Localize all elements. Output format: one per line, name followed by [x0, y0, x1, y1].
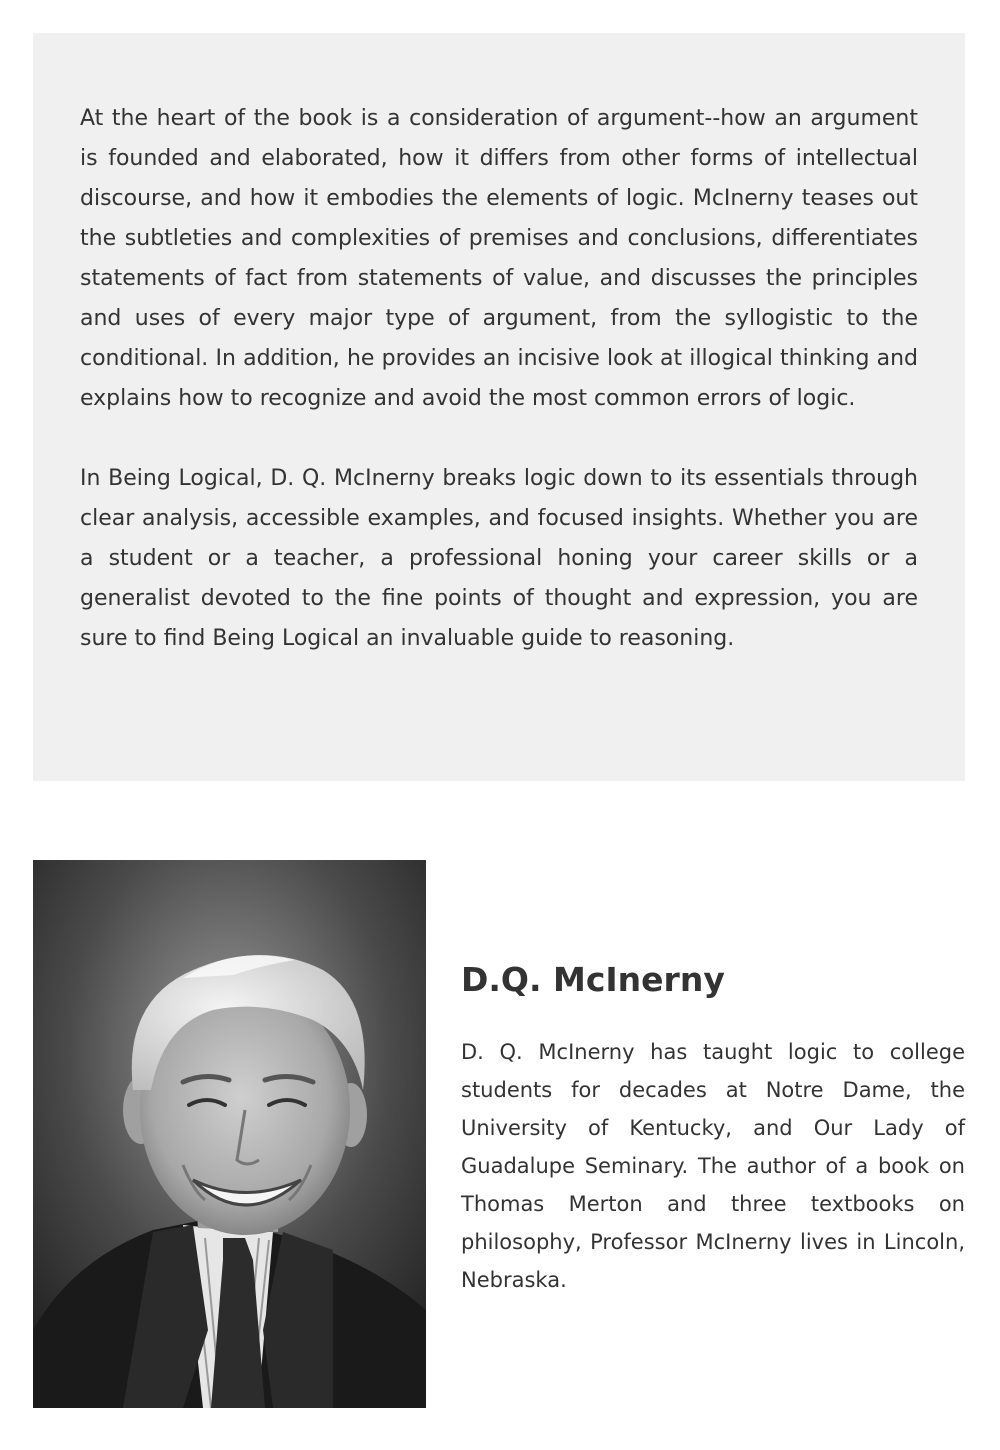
- book-description-panel: [33, 33, 965, 781]
- description-paragraph-2: In Being Logical, D. Q. McInerny breaks logic down to its essentials through clear analysis, accessible examples, and focused insights. Whether you are a student or a teacher, a professional honing your career skills or a generalist devoted to the fine points of thought and expression, you are sure to find Being Logical an invaluable guide to reasoning.: [80, 466, 918, 651]
- author-photo: [33, 860, 426, 1408]
- author-name: D.Q. McInerny: [461, 960, 725, 999]
- description-paragraph-1: At the heart of the book is a consideration of argument--how an argument is founded and elaborated, how it differs from other forms of intellectual discourse, and how it embodies the elements of logic. McInerny teases out the subtleties and complexities of premises and conclusions, differentiates statements of fact from statements of value, and discusses the principles and uses of every major type of argument, from the syllogistic to the conditional. In addition, he provides an incisive look at illogical thinking and explains how to recognize and avoid the most common errors of logic.: [80, 106, 918, 411]
- author-bio: D. Q. McInerny has taught logic to college students for decades at Notre Dame, the University of Kentucky, and Our Lady of Guadalupe Seminary. The author of a book on Thomas Merton and three textbooks on philosophy, Professor McInerny lives in Lincoln, Nebraska.: [461, 1040, 965, 1292]
- author-info: [461, 955, 965, 1299]
